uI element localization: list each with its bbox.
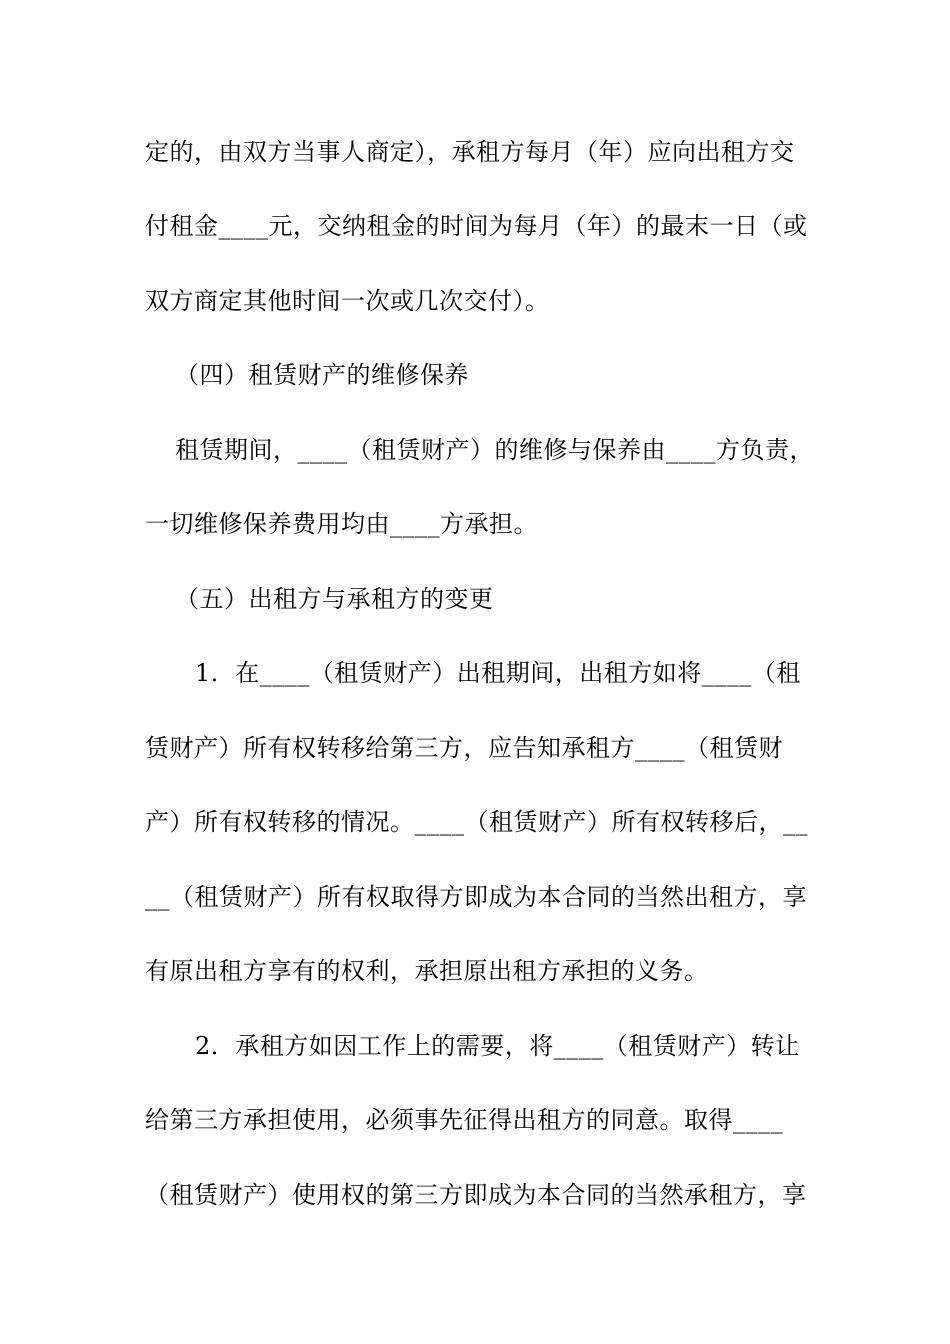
text-line: 2．承租方如因工作上的需要，将____（租赁财产）转让 xyxy=(195,1032,800,1060)
text-line: 双方商定其他时间一次或几次交付）。 xyxy=(145,287,550,315)
text-line: 给第三方承担使用，必须事先征得出租方的同意。取得____ xyxy=(145,1106,783,1134)
text-line: 租赁期间，____（租赁财产）的维修与保养由____方负责， xyxy=(175,436,814,464)
text-line: 1．在____（租赁财产）出租期间，出租方如将____（租 xyxy=(195,659,801,687)
text-line: 产）所有权转移的情况。____（租赁财产）所有权转移后，__ xyxy=(145,808,808,836)
text-line: __（租赁财产）所有权取得方即成为本合同的当然出租方，享 xyxy=(145,883,807,911)
text-line: 付租金____元，交纳租金的时间为每月（年）的最末一日（或 xyxy=(145,212,808,240)
text-line: 一切维修保养费用均由____方承担。 xyxy=(145,510,538,538)
section-heading: （五）出租方与承租方的变更 xyxy=(175,585,494,613)
text-line: （租赁财产）使用权的第三方即成为本合同的当然承租方，享 xyxy=(145,1181,807,1209)
text-line: 有原出租方享有的权利，承担原出租方承担的义务。 xyxy=(145,957,709,985)
text-line: 定的，由双方当事人商定），承租方每月（年）应向出租方交 xyxy=(145,138,795,166)
text-line: 赁财产）所有权转移给第三方，应告知承租方____（租赁财 xyxy=(145,734,783,762)
section-heading: （四）租赁财产的维修保养 xyxy=(175,361,469,389)
